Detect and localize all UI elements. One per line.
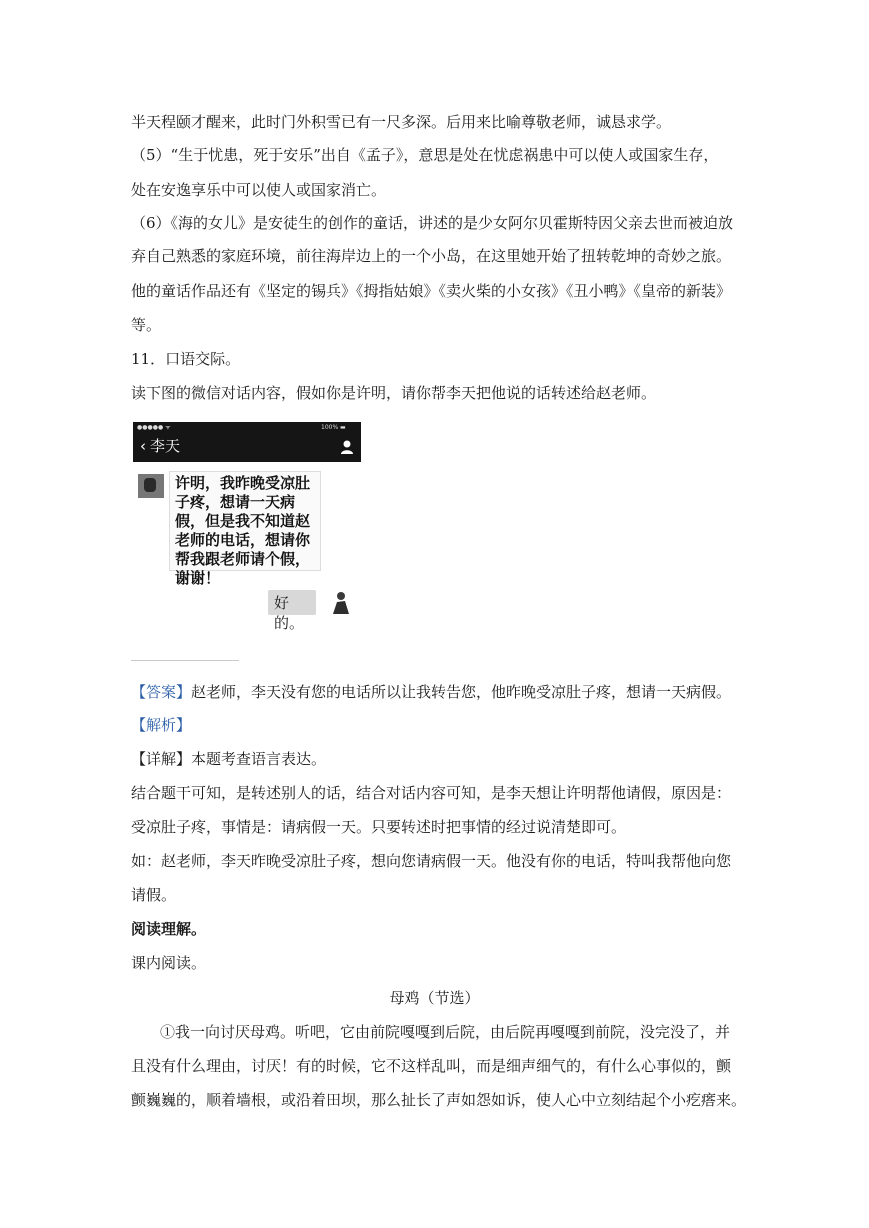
message-bubble-sent bbox=[268, 590, 316, 632]
analysis-label: 【解析】 bbox=[131, 716, 192, 734]
text-line: 受凉肚子疼，事情是：请病假一天。只要转述时把事情的经过说清楚即可。 bbox=[131, 818, 627, 836]
text-line: （6）《海的女儿》是安徒生的创作的童话，讲述的是少女阿尔贝霍斯特因父亲去世而被迫放 bbox=[131, 214, 734, 232]
detail-text: 本题考查语言表达。 bbox=[191, 750, 327, 768]
subsection-label: 课内阅读。 bbox=[131, 954, 207, 972]
answer-label: 【答案】 bbox=[131, 683, 192, 701]
chat-header-bar bbox=[133, 422, 361, 462]
question-heading: 11．口语交际。 bbox=[131, 350, 241, 368]
passage-line: ①我一向讨厌母鸡。听吧，它由前院嘎嘎到后院，由后院再嘎嘎到前院，没完没了，并 bbox=[160, 1023, 731, 1041]
question-prompt: 读下图的微信对话内容，假如你是许明，请你帮李天把他说的话转述给赵老师。 bbox=[131, 384, 657, 402]
user-icon bbox=[341, 440, 353, 454]
message-text: 许明，我昨晚受凉肚子疼，想请一天病假，但是我不知道赵老师的电话，想请你帮我跟老师请个假，谢谢！ bbox=[175, 474, 311, 587]
battery-status: 100% ▬ bbox=[321, 424, 346, 431]
text-line: 结合题干可知，是转述别人的话，结合对话内容可知，是李天想让许明帮他请假，原因是： bbox=[131, 784, 732, 802]
message-bubble-received bbox=[169, 471, 321, 587]
passage-line: 且没有什么理由，讨厌！有的时候，它不这样乱叫，而是细声细气的，有什么心事似的，颤 bbox=[131, 1057, 732, 1075]
back-arrow-icon: ‹ bbox=[140, 437, 146, 455]
text-line: （5）“生于忧患，死于安乐”出自《孟子》，意思是处在忧虑祸患中可以使人或国家生存， bbox=[131, 146, 719, 164]
signal-status: ●●●●● ᯤ bbox=[137, 424, 171, 431]
passage-title: 母鸡（节选） bbox=[389, 989, 480, 1007]
message-text: 好的。 bbox=[274, 594, 305, 632]
contact-name: 李天 bbox=[150, 437, 181, 455]
text-line: 他的童话作品还有《坚定的锡兵》《拇指姑娘》《卖火柴的小女孩》《丑小鸭》《皇帝的新装》 bbox=[131, 282, 732, 300]
text-line: 如：赵老师，李天昨晚受凉肚子疼，想向您请病假一天。他没有你的电话，特叫我帮他向您 bbox=[131, 852, 732, 870]
text-line: 处在安逸享乐中可以使人或国家消亡。 bbox=[131, 181, 387, 199]
text-line: 等。 bbox=[131, 316, 162, 334]
chat-title bbox=[140, 436, 180, 456]
divider bbox=[131, 660, 239, 661]
answer-text: 赵老师，李天没有您的电话所以让我转告您，他昨晚受凉肚子疼，想请一天病假。 bbox=[191, 683, 732, 701]
section-heading: 阅读理解。 bbox=[131, 920, 207, 938]
text-line: 弃自己熟悉的家庭环境，前往海岸边上的一个小岛，在这里她开始了扭转乾坤的奇妙之旅。 bbox=[131, 247, 732, 265]
text-line: 请假。 bbox=[131, 886, 177, 904]
answer-line bbox=[131, 682, 731, 702]
text-line: 半天程颐才醒来，此时门外积雪已有一尺多深。后用来比喻尊敬老师，诚恳求学。 bbox=[131, 113, 672, 131]
detail-label: 【详解】 bbox=[131, 750, 192, 768]
detail-line bbox=[131, 749, 326, 769]
passage-line: 颤巍巍的，顺着墙根，或沿着田坝，那么扯长了声如怨如诉，使人心中立刻结起个小疙瘩来。 bbox=[131, 1091, 747, 1109]
avatar bbox=[138, 474, 164, 498]
avatar bbox=[329, 590, 351, 614]
